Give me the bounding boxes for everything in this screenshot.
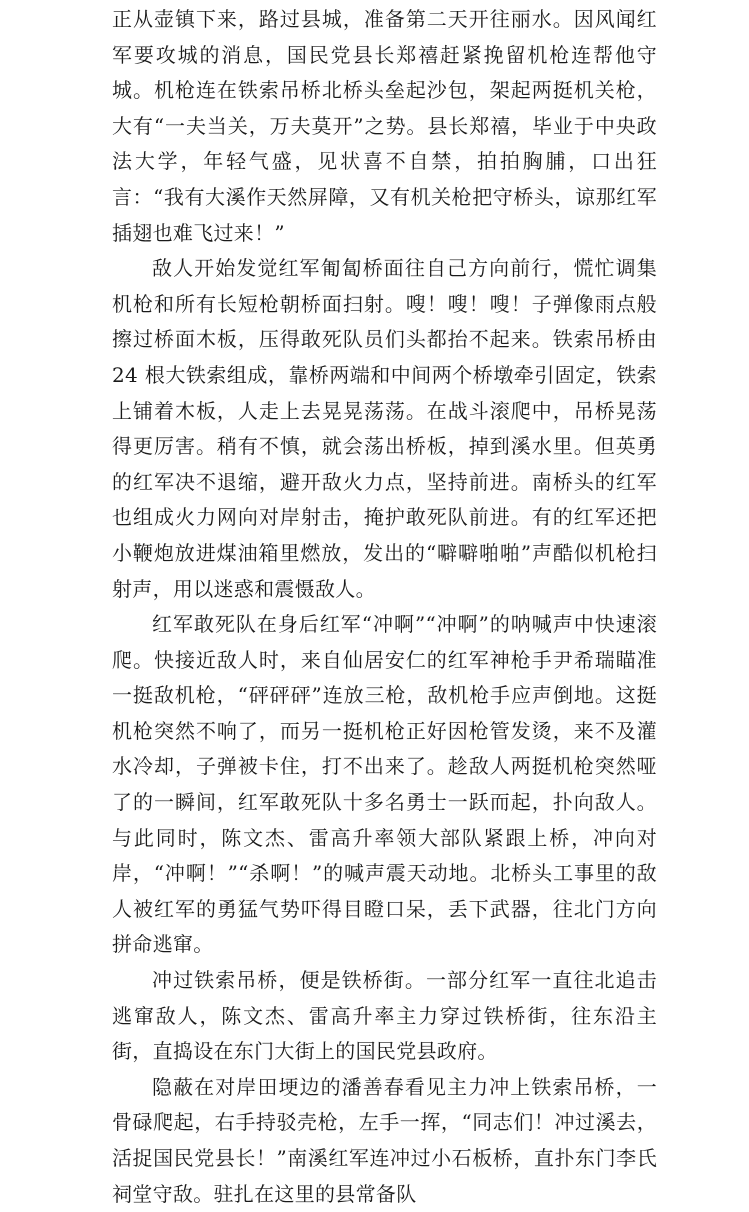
paragraph-pan-shanchun: 隐蔽在对岸田埂边的潘善春看见主力冲上铁索吊桥，一骨碌爬起，右手持驳壳枪，左手一挥，“同志们！冲过溪去，活捉国民党县长！”南溪红军连冲过小石板桥，直扑东门李氏祠堂守敌。驻扎在这里的县常备队: [112, 1074, 657, 1206]
paragraph-dare-to-die-squad: 红军敢死队在身后红军“冲啊”“冲啊”的呐喊声中快速滚爬。快接近敌人时，来自仙居安仁的红军神枪手尹希瑞瞄准一挺敌机枪，“砰砰砰”连放三枪，敌机枪手应声倒地。这挺机枪突然不响了，而另一挺机枪正好因枪管发烫，来不及灌水冷却，子弹被卡住，打不出来了。趁敌人两挺机枪突然哑了的一瞬间，红军敢死队十多名勇士一跃而起，扑向敌人。与此同时，陈文杰、雷高升率领大部队紧跟上桥，冲向对岸，“冲啊！”“杀啊！”的喊声震天动地。北桥头工事里的敌人被红军的勇猛气势吓得目瞪口呆，丢下武器，往北门方向拼命逃窜。: [112, 612, 657, 957]
paragraph-continuation: 正从壶镇下来，路过县城，准备第二天开往丽水。因风闻红军要攻城的消息，国民党县长郑禧赶紧挽留机枪连帮他守城。机枪连在铁索吊桥北桥头垒起沙包，架起两挺机关枪，大有“一夫当关，万夫莫开”之势。县长郑禧，毕业于中央政法大学，年轻气盛，见状喜不自禁，拍拍胸脯，口出狂言：“我有大溪作天然屏障，又有机关枪把守桥头，谅那红军插翅也难飞过来！”: [112, 7, 657, 245]
paragraph-bridge-assault: 敌人开始发觉红军匍匐桥面往自己方向前行，慌忙调集机枪和所有长短枪朝桥面扫射。嗖！嗖！嗖！子弹像雨点般擦过桥面木板，压得敢死队员们头都抬不起来。铁索吊桥由 24 根大铁索组成，靠桥两端和中间两个桥墩牵引固定，铁索上铺着木板，人走上去晃晃荡荡。在战斗滚爬中，吊桥晃荡得更厉害。稍有不慎，就会荡出桥板，掉到溪水里。但英勇的红军决不退缩，避开敌火力点，坚持前进。南桥头的红军也组成火力网向对岸射击，掩护敢死队前进。有的红军还把小鞭炮放进煤油箱里燃放，发出的“噼噼啪啪”声酷似机枪扫射声，用以迷惑和震慑敌人。: [112, 256, 657, 601]
paragraph-iron-bridge-street: 冲过铁索吊桥，便是铁桥街。一部分红军一直往北追击逃窜敌人，陈文杰、雷高升率主力穿过铁桥街，往东沿主街，直捣设在东门大街上的国民党县政府。: [112, 968, 657, 1064]
